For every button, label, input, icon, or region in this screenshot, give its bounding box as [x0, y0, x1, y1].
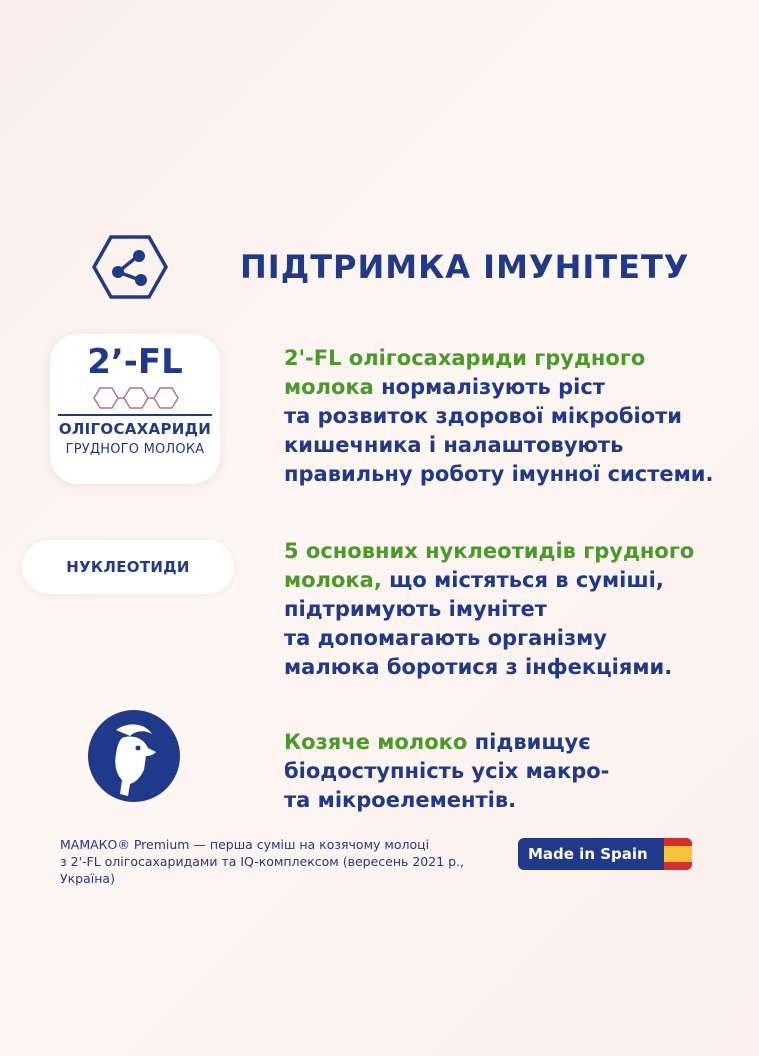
highlight: молока — [284, 375, 374, 399]
page-title: ПІДТРИМКА ІМУНІТЕТУ — [240, 248, 690, 286]
made-in-spain-badge — [518, 838, 692, 870]
footer-line2: з 2'-FL олігосахаридами та IQ-комплексом (вересень 2021 р., — [60, 854, 465, 869]
feature-line — [284, 595, 694, 624]
highlight: 5 основних нуклеотидів грудного — [284, 539, 695, 563]
feature-line — [284, 537, 694, 566]
badge-nucleotides: НУКЛЕОТИДИ — [22, 540, 234, 594]
text: кишечника і налаштовують — [284, 433, 624, 457]
badge-2fl-line1: ОЛІГОСАХАРИДИ — [58, 420, 212, 438]
text: та розвиток здорової мікробіоти — [284, 404, 683, 428]
feature-line — [284, 757, 609, 786]
footer-note — [60, 836, 480, 887]
text: біодоступність усіх макро- — [284, 759, 610, 783]
feature-line — [284, 624, 694, 653]
hexagon-molecule-icon — [92, 234, 168, 300]
badge-divider — [58, 414, 212, 416]
spain-flag-icon — [664, 838, 692, 870]
text: підвищує — [467, 730, 591, 754]
highlight: Козяче молоко — [284, 730, 468, 754]
badge-2fl — [50, 334, 220, 484]
feature-line — [284, 431, 714, 460]
text: нормалізують ріст — [373, 375, 605, 399]
text: підтримують імунітет — [284, 597, 547, 621]
feature-2fl-text — [284, 344, 714, 489]
feature-line — [284, 402, 714, 431]
text: та допомагають організму — [284, 626, 607, 650]
highlight: 2'-FL олігосахариди грудного — [284, 346, 646, 370]
feature-line — [284, 786, 609, 815]
feature-line — [284, 728, 609, 757]
badge-2fl-line2: ГРУДНОГО МОЛОКА — [65, 442, 205, 457]
feature-line — [284, 653, 694, 682]
goat-icon — [86, 708, 182, 804]
feature-line — [284, 566, 694, 595]
made-in-label: Made in Spain — [528, 845, 648, 863]
text: правильну роботу імунної системи. — [284, 462, 714, 486]
text: малюка боротися з інфекціями. — [284, 655, 673, 679]
feature-line — [284, 344, 714, 373]
text: та мікроелементів. — [284, 788, 517, 812]
footer-line3: Україна) — [60, 871, 115, 886]
footer-line1: МАМАКО® Premium — перша суміш на козячому молоці — [60, 837, 430, 852]
feature-line — [284, 373, 714, 402]
feature-nucleotides-text — [284, 537, 694, 682]
text: що містяться в суміші, — [381, 568, 664, 592]
highlight: молока, — [284, 568, 382, 592]
feature-goat-milk-text — [284, 728, 609, 815]
molecule-structure-icon — [86, 384, 186, 412]
feature-line — [284, 460, 714, 489]
badge-2fl-title: 2’-FL — [87, 342, 183, 382]
